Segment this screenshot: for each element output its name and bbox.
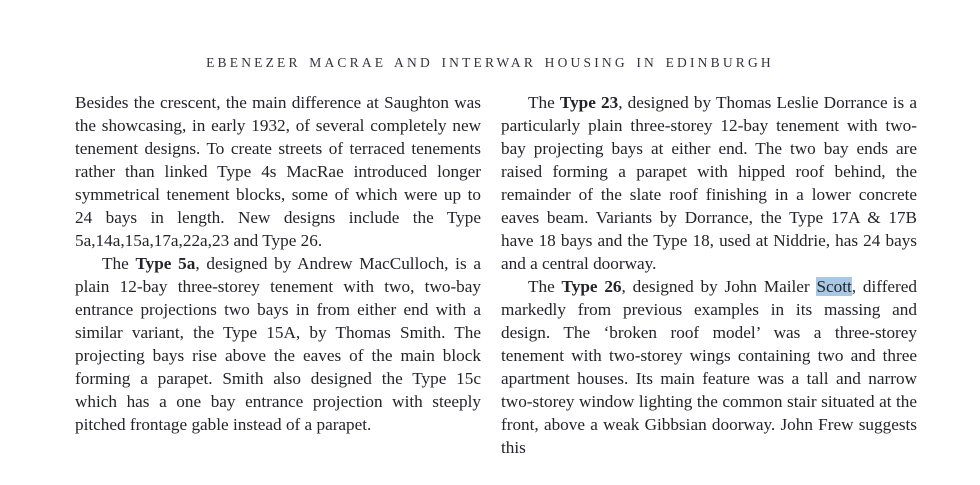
text-run: , designed by John Mailer bbox=[621, 277, 817, 296]
type-designation-bold: Type 26 bbox=[561, 277, 622, 296]
text-run: Besides the crescent, the main difference at Saughton was the showcasing, in early 1932, of several completely new tenement designs. To create streets of terraced tenements rather than linked Type 4s MacRae introduced longer symmetrical tenement blocks, some of which were up to 24 bays in length. New designs include the Type 5a,14a,15a,17a,22a,23 and Type 26. bbox=[75, 93, 481, 250]
running-header: EBENEZER MACRAE AND INTERWAR HOUSING IN EDINBURGH bbox=[206, 55, 774, 70]
text-run: The bbox=[528, 93, 560, 112]
text-run: , designed by Thomas Leslie Dorrance is a particularly plain three-storey 12-bay tenement with two-bay projecting bays at either end. The two bay ends are raised forming a parapet with hipped roof behind, the remainder of the slate roof finishing in a lower concrete eaves beam. Variants by Dorrance, the Type 17A & 17B have 18 bays and the Type 18, used at Niddrie, has 24 bays and a central doorway. bbox=[501, 93, 917, 273]
paragraph bbox=[501, 275, 917, 459]
text-run: The bbox=[528, 277, 562, 296]
paragraph bbox=[501, 91, 917, 275]
left-column bbox=[75, 91, 481, 459]
highlighted-text[interactable]: Scott bbox=[816, 277, 852, 296]
text-run: , differed markedly from previous examples in its massing and design. The ‘broken roof model’ was a three-storey tenement with two-storey wings containing two and three apartment houses. Its main feature was a tall and narrow two-storey window lighting the common stair situated at the front, above a weak Gibbsian doorway. John Frew suggests this bbox=[501, 277, 917, 457]
text-columns bbox=[75, 91, 917, 459]
type-designation-bold: Type 23 bbox=[559, 93, 619, 112]
text-run: The bbox=[102, 254, 136, 273]
right-column bbox=[501, 91, 917, 459]
paragraph bbox=[75, 91, 481, 252]
type-designation-bold: Type 5a bbox=[135, 254, 196, 273]
paragraph bbox=[75, 252, 481, 436]
text-run: , designed by Andrew MacCulloch, is a plain 12-bay three-storey tenement with two, two-bay entrance projections two bays in from either end with a similar variant, the Type 15A, by Thomas Smith. The projecting bays rise above the eaves of the main block forming a parapet. Smith also designed the Type 15c which has a one bay entrance projection with steeply pitched frontage gable instead of a parapet. bbox=[75, 254, 481, 434]
